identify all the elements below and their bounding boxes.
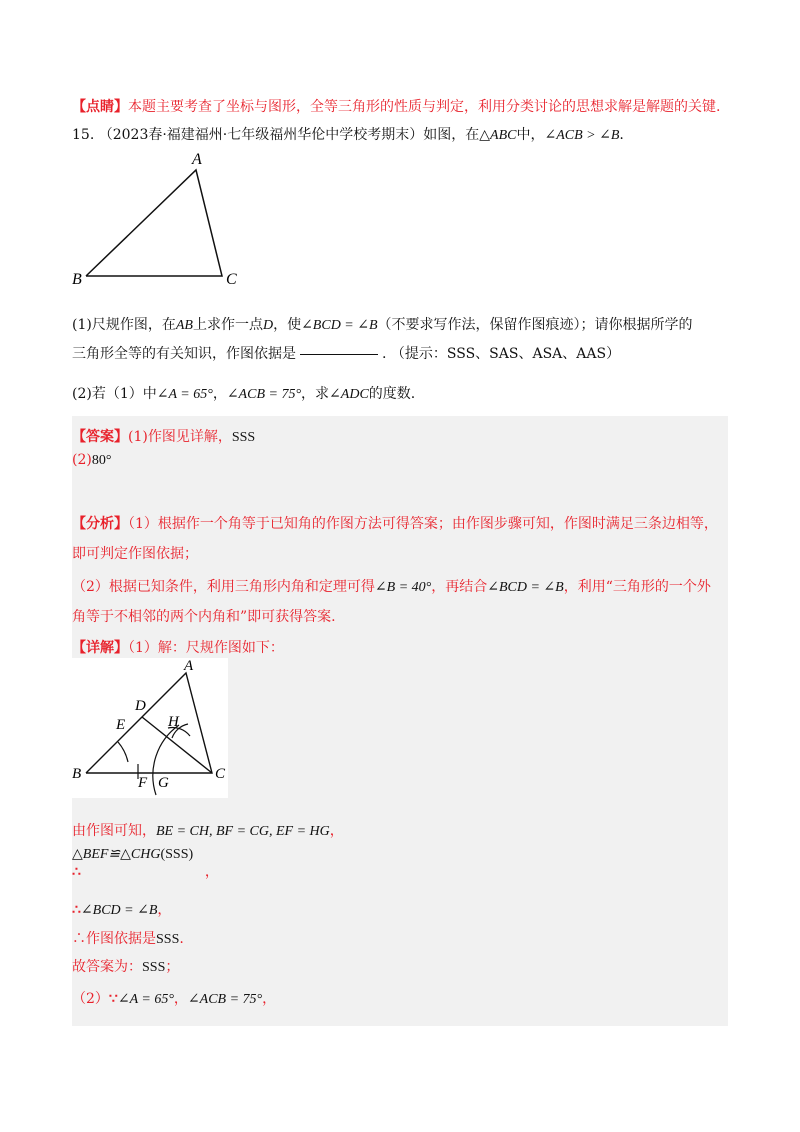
detail-step4-end: . xyxy=(179,931,184,947)
analysis-line1 xyxy=(72,513,718,533)
question-number: 15. xyxy=(72,127,95,143)
analysis-line2 xyxy=(72,543,198,563)
label2-h: H xyxy=(168,714,179,730)
tip-line xyxy=(72,96,720,116)
therefore-symbol-2: ∴ xyxy=(72,902,81,918)
part1-line2 xyxy=(72,343,620,363)
part2-end: 的度数. xyxy=(368,386,416,402)
detail-step4-text: ∴作图依据是 xyxy=(72,931,156,947)
detail-step4 xyxy=(72,928,184,948)
detail-tag: 【详解】 xyxy=(72,640,128,656)
part2-comma1: ， xyxy=(212,386,227,402)
detail-step1-text: 由作图可知， xyxy=(72,823,156,839)
label2-f: F xyxy=(138,775,148,791)
question-source: （2023春·福建福州·七年级福州华伦中学校考期末）如图，在 xyxy=(98,127,480,143)
answer-part1-value: SSS xyxy=(231,430,256,445)
part1-d: D xyxy=(262,318,274,333)
question-line xyxy=(72,124,624,144)
question-end: . xyxy=(619,127,624,143)
detail-step1-comma: ， xyxy=(329,823,344,839)
label-c: C xyxy=(226,271,237,288)
analysis-text1: （1）根据作一个角等于已知角的作图方法可得答案；由作图步骤可知，作图时满足三条边相等， xyxy=(128,516,718,532)
label2-e: E xyxy=(116,717,126,733)
detail-step2 xyxy=(72,861,219,881)
part1-line1 xyxy=(72,314,693,334)
part1-text-d: （不要求写作法，保留作图痕迹）；请你根据所学的 xyxy=(377,317,693,333)
detail-step2-comma: ， xyxy=(204,864,219,880)
detail-step3-comma: ， xyxy=(157,902,172,918)
question-condition: ∠ACB > ∠B xyxy=(544,128,620,143)
detail-step6-comma2: ， xyxy=(262,991,277,1007)
question-mid: 中， xyxy=(516,127,545,143)
answer-line2 xyxy=(72,452,111,469)
label2-c: C xyxy=(215,766,226,782)
detail-step4-value: SSS xyxy=(156,932,180,947)
analysis-tag: 【分析】 xyxy=(72,516,128,532)
label-a: A xyxy=(192,151,202,168)
label2-b: B xyxy=(72,766,82,782)
tip-tag: 【点睛】 xyxy=(72,99,128,115)
analysis-text3b: ，再结合 xyxy=(431,579,488,595)
label2-g: G xyxy=(158,775,169,791)
label-b: B xyxy=(72,271,82,288)
part2-eq3: ∠ADC xyxy=(329,387,369,402)
part2-eq1: ∠A = 65° xyxy=(156,387,213,402)
part1-line2-b: . （提示：SSS、SAS、ASA、AAS） xyxy=(382,346,621,362)
detail-step3 xyxy=(72,899,171,919)
figure-triangle-abc xyxy=(70,148,250,288)
part2-text-c: ，求 xyxy=(301,386,330,402)
part1-equation: ∠BCD = ∠B xyxy=(301,318,378,333)
therefore-symbol-1: ∴ xyxy=(72,864,81,880)
part1-text-c: ，使 xyxy=(273,317,302,333)
detail-step2-eq: △BEF≌△CHG xyxy=(72,847,161,862)
part1-text-a: (1)尺规作图，在 xyxy=(72,317,176,333)
part1-line2-a: 三角形全等的有关知识，作图依据是 xyxy=(72,346,296,362)
detail-step1 xyxy=(72,820,344,840)
detail-step5-text: 故答案为： xyxy=(72,959,142,975)
triangle-abc: △ABC xyxy=(479,128,517,143)
part2-text-a: (2)若（1）中 xyxy=(72,386,157,402)
analysis-text4: 角等于不相邻的两个内角和”即可获得答案. xyxy=(72,609,336,625)
detail-step5 xyxy=(72,956,179,976)
label2-d: D xyxy=(135,698,146,714)
arc-e xyxy=(118,742,128,762)
detail-step3-eq: ∠BCD = ∠B xyxy=(80,903,158,918)
analysis-eq2: ∠BCD = ∠B xyxy=(487,580,564,595)
answer-part2-value: 80° xyxy=(91,453,112,468)
detail-step5-end: ； xyxy=(165,959,180,975)
answer-tag: 【答案】 xyxy=(72,429,128,445)
detail-step6-eq1: ∠A = 65° xyxy=(117,992,174,1007)
analysis-line3 xyxy=(72,576,711,596)
triangle-outline xyxy=(86,170,222,276)
detail-step6-comma1: ， xyxy=(173,991,188,1007)
detail-line1 xyxy=(72,637,284,657)
analysis-eq1: ∠B = 40° xyxy=(374,580,432,595)
answer-part1: (1)作图见详解， xyxy=(128,429,232,445)
analysis-text2: 即可判定作图依据； xyxy=(72,546,198,562)
answer-line1 xyxy=(72,426,255,446)
part1-ab: AB xyxy=(175,318,193,333)
detail-step6-eq2: ∠ACB = 75° xyxy=(187,992,263,1007)
tip-text: 本题主要考查了坐标与图形，全等三角形的性质与判定，利用分类讨论的思想求解是解题的关键. xyxy=(128,99,721,115)
detail-step2-paren: (SSS) xyxy=(160,847,194,862)
detail-step5-value: SSS xyxy=(142,960,166,975)
part2-eq2: ∠ACB = 75° xyxy=(226,387,302,402)
answer-part2: (2) xyxy=(72,452,92,468)
detail-text1: （1）解：尺规作图如下： xyxy=(128,640,284,656)
part1-text-b: 上求作一点 xyxy=(192,317,263,333)
detail-step6 xyxy=(72,988,276,1008)
analysis-text3a: （2）根据已知条件，利用三角形内角和定理可得 xyxy=(72,579,375,595)
detail-step1-eq: BE = CH, BF = CG, EF = HG xyxy=(156,824,330,839)
detail-step6-text: （2） xyxy=(72,991,109,1007)
part2-line xyxy=(72,383,415,403)
because-symbol: ∵ xyxy=(108,991,118,1007)
analysis-text3c: ，利用“三角形的一个外 xyxy=(563,579,711,595)
label2-a: A xyxy=(184,658,194,674)
answer-blank[interactable] xyxy=(300,354,378,355)
figure-construction xyxy=(72,658,228,798)
analysis-line4 xyxy=(72,606,336,626)
